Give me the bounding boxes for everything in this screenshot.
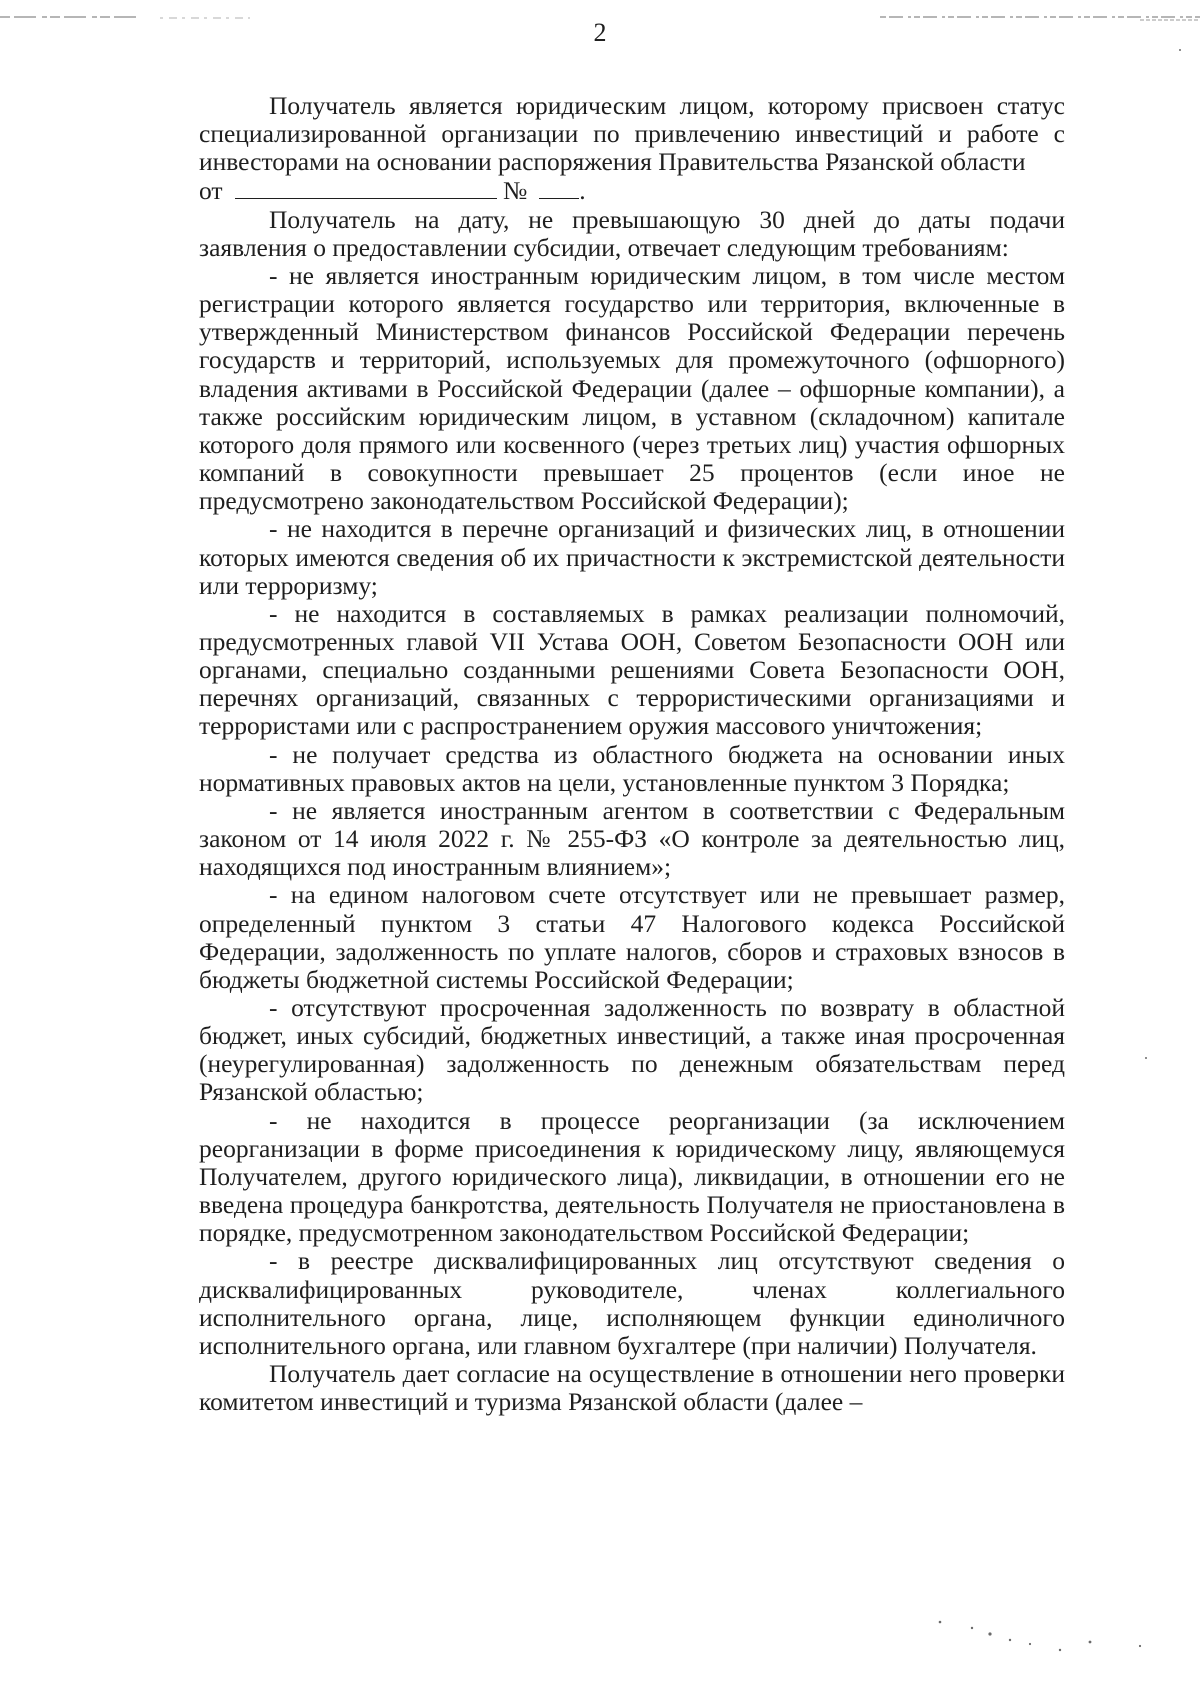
requirement-item: - отсутствуют просроченная задолженность по возврату в областной бюджет, иных субсидий, бюджетных инвестиций, а также иная просроченная (неурегулированная) задолженность по денежным обязательствам перед Рязанской областью; [199,993,1065,1107]
consent-paragraph: Получатель дает согласие на осуществление в отношении него проверки комитетом инвестиций и туризма Рязанской области (далее – [199,1359,1065,1417]
requirement-item: - на едином налоговом счете отсутствует или не превышает размер, определенный пунктом 3 статьи 47 Налогового кодекса Российской Федерации, задолженность по уплате налогов, сборов и страховых взносов в бюджеты бюджетной системы Российской Федерации; [199,880,1065,994]
page-number: 2 [593,18,607,47]
requirement-item: - не находится в процессе реорганизации (за исключением реорганизации в форме присоединения к юридическому лицу, являющемуся Получателем, другого юридического лица), ликвидации, в отношении его не введена процедура банкротства, деятельность Получателя не приостановлена в порядке, предусмотренном законодательством Российской Федерации; [199,1105,1065,1248]
from-prefix: от [199,176,223,206]
requirements-intro-paragraph: Получатель на дату, не превышающую 30 дней до даты подачи заявления о предоставлении субсидии, отвечает следующим требованиям: [199,204,1065,262]
period: . [579,176,586,206]
requirement-item: - в реестре дисквалифицированных лиц отсутствуют сведения о дисквалифицированных руководителе, членах коллегиального исполнительного органа, лице, исполняющем функции единоличного исполнительного органа, или главном бухгалтере (при наличии) Получателя. [199,1246,1065,1360]
requirement-item: - не находится в перечне организаций и физических лиц, в отношении которых имеются сведения об их причастности к экстремистской деятельности или терроризму; [199,514,1065,600]
requirement-item: - не находится в составляемых в рамках реализации полномочий, предусмотренных главой VII Устава ООН, Советом Безопасности ООН или органами, специально созданными решениями Совета Безопасности ООН, перечнях организаций, связанных с террористическими организациями и террористами или с распространением оружия массового уничтожения; [199,598,1065,741]
requirement-item: - не является иностранным юридическим лицом, в том числе местом регистрации которого является государство или территория, включенные в утвержденный Министерством финансов Российской Федерации перечень государств и территорий, используемых для промежуточного (офшорного) владения активами в Российской Федерации (далее – офшорные компании), а также российским юридическим лицом, в уставном (складочном) капитале которого доля прямого или косвенного (через третьих лиц) участия офшорных компаний в совокупности превышает 25 процентов (если иное не предусмотрено законодательством Российской Федерации); [199,260,1065,516]
requirement-item: - не является иностранным агентом в соответствии с Федеральным законом от 14 июля 2022 г. № 255-ФЗ «О контроле за деятельностью лиц, находящихся под иностранным влиянием»; [199,795,1065,882]
requirement-item: - не получает средства из областного бюджета на основании иных нормативных правовых актов на цели, установленные пунктом 3 Порядка; [199,739,1065,797]
number-sign: № [502,176,528,206]
intro-paragraph: Получатель является юридическим лицом, которому присвоен статус специализированной организации по привлечению инвестиций и работе с инвесторами на основании распоряжения Правительства Рязанской области [199,91,1065,177]
